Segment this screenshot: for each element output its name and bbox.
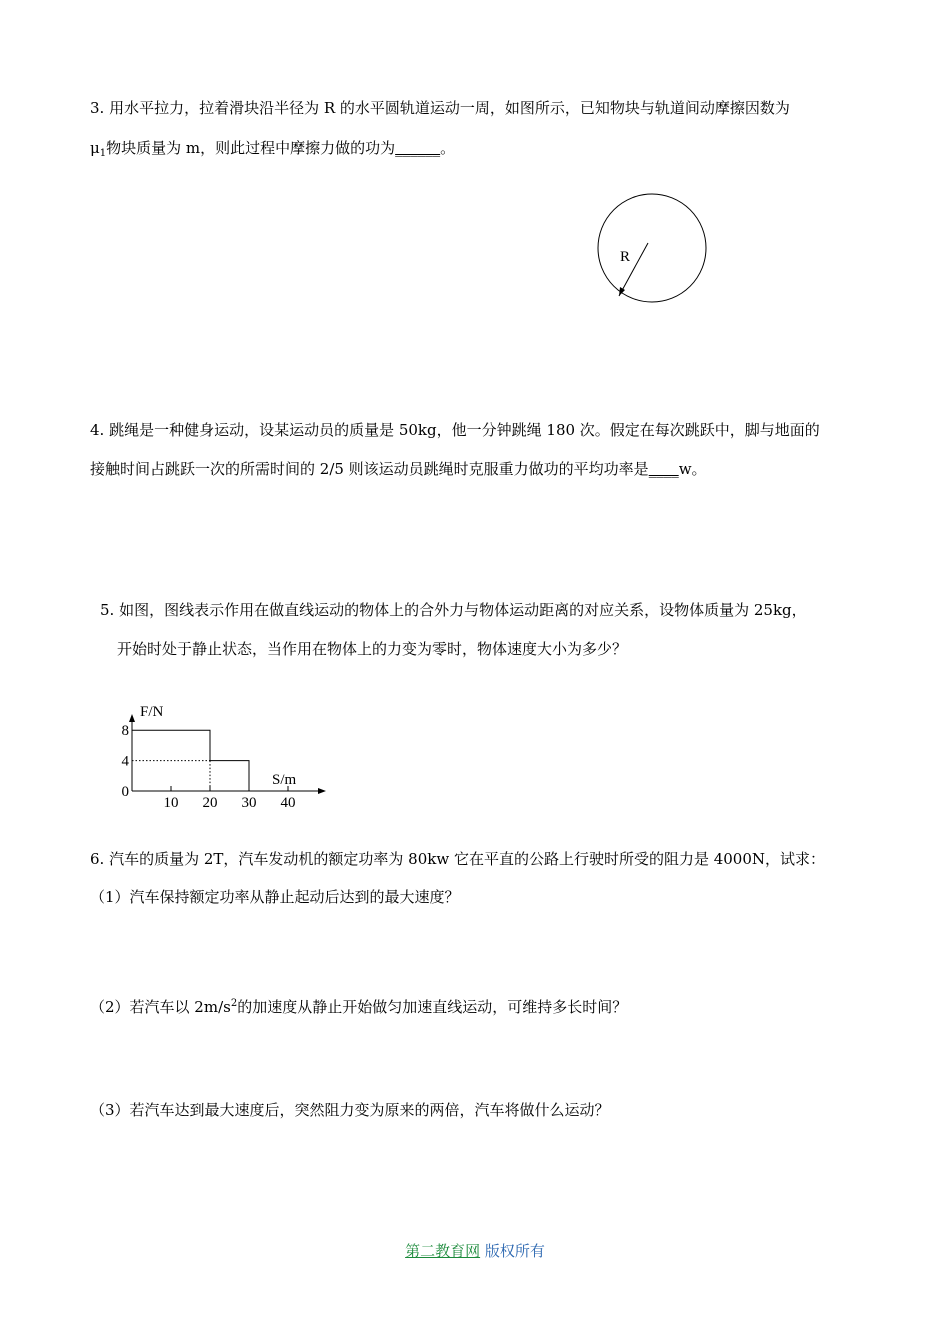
q6-part-2 [90,994,627,1017]
footer-site-link[interactable]: 第二教育网 [405,1242,481,1260]
circle-track-figure [590,188,720,313]
q3-answer-blank: ______ [395,139,441,157]
q3-line-1: 3. 用水平拉力，拉着滑块沿半径为 R 的水平圆轨道运动一周，如图所示，已知物块与轨道间动摩擦因数为 [90,99,790,117]
page-footer [0,1241,950,1261]
y-tick-label: 0 [121,784,129,800]
x-tick-label: 40 [280,795,296,811]
q4-line-2 [90,459,707,479]
y-axis-arrow-icon [129,714,135,722]
x-axis-label: S/m [272,772,297,788]
q4-line-2-text: 接触时间占跳跃一次的所需时间的 2/5 则该运动员跳绳时克服重力做功的平均功率是 [90,460,649,478]
q4-line-1: 4. 跳绳是一种健身运动，设某运动员的质量是 50kg，他一分钟跳绳 180 次。假定在每次跳跃中，脚与地面的 [90,421,820,439]
x-axis-arrow-icon [318,788,326,794]
footer-copyright: 版权所有 [480,1242,545,1260]
y-tick-label: 8 [121,723,129,740]
exponent: 2 [230,998,238,1009]
mu-symbol: μ [90,139,100,157]
x-tick-label: 20 [202,795,218,811]
q3-line-2 [90,138,455,164]
x-tick-label: 10 [163,795,179,811]
radius-label: R [620,249,631,265]
x-tick-label: 30 [241,795,257,811]
y-axis-label: F/N [140,704,164,720]
y-tick-label: 4 [121,753,129,770]
q6-part-3: （3）若汽车达到最大速度后，突然阻力变为原来的两倍，汽车将做什么运动？ [90,1101,610,1119]
force-distance-chart [108,698,338,816]
q3-line-2-end: 。 [440,139,456,157]
q3-line-2-text: 物块质量为 m，则此过程中摩擦力做的功为 [106,139,396,157]
q6-line-1: 6. 汽车的质量为 2T，汽车发动机的额定功率为 80kw 它在平直的公路上行驶时所受的阻力是 4000N，试求： [90,850,826,868]
q5-line-2: 开始时处于静止状态，当作用在物体上的力变为零时，物体速度大小为多少？ [117,640,628,658]
q4-answer-blank: ____ [648,460,679,478]
circle-track [598,194,706,302]
q6-part-2-pre: （2）若汽车以 2m/s [90,998,231,1016]
q5-line-1: 5. 如图，图线表示作用在做直线运动的物体上的合外力与物体运动距离的对应关系，设物体质量为 25kg， [100,601,807,619]
q4-line-2-end: w。 [678,460,707,478]
q6-part-2-post: 的加速度从静止开始做匀加速直线运动，可维持多长时间？ [237,998,628,1016]
q6-part-1: （1）汽车保持额定功率从静止起动后达到的最大速度？ [90,888,460,906]
mu-subscript: 1 [99,148,107,159]
